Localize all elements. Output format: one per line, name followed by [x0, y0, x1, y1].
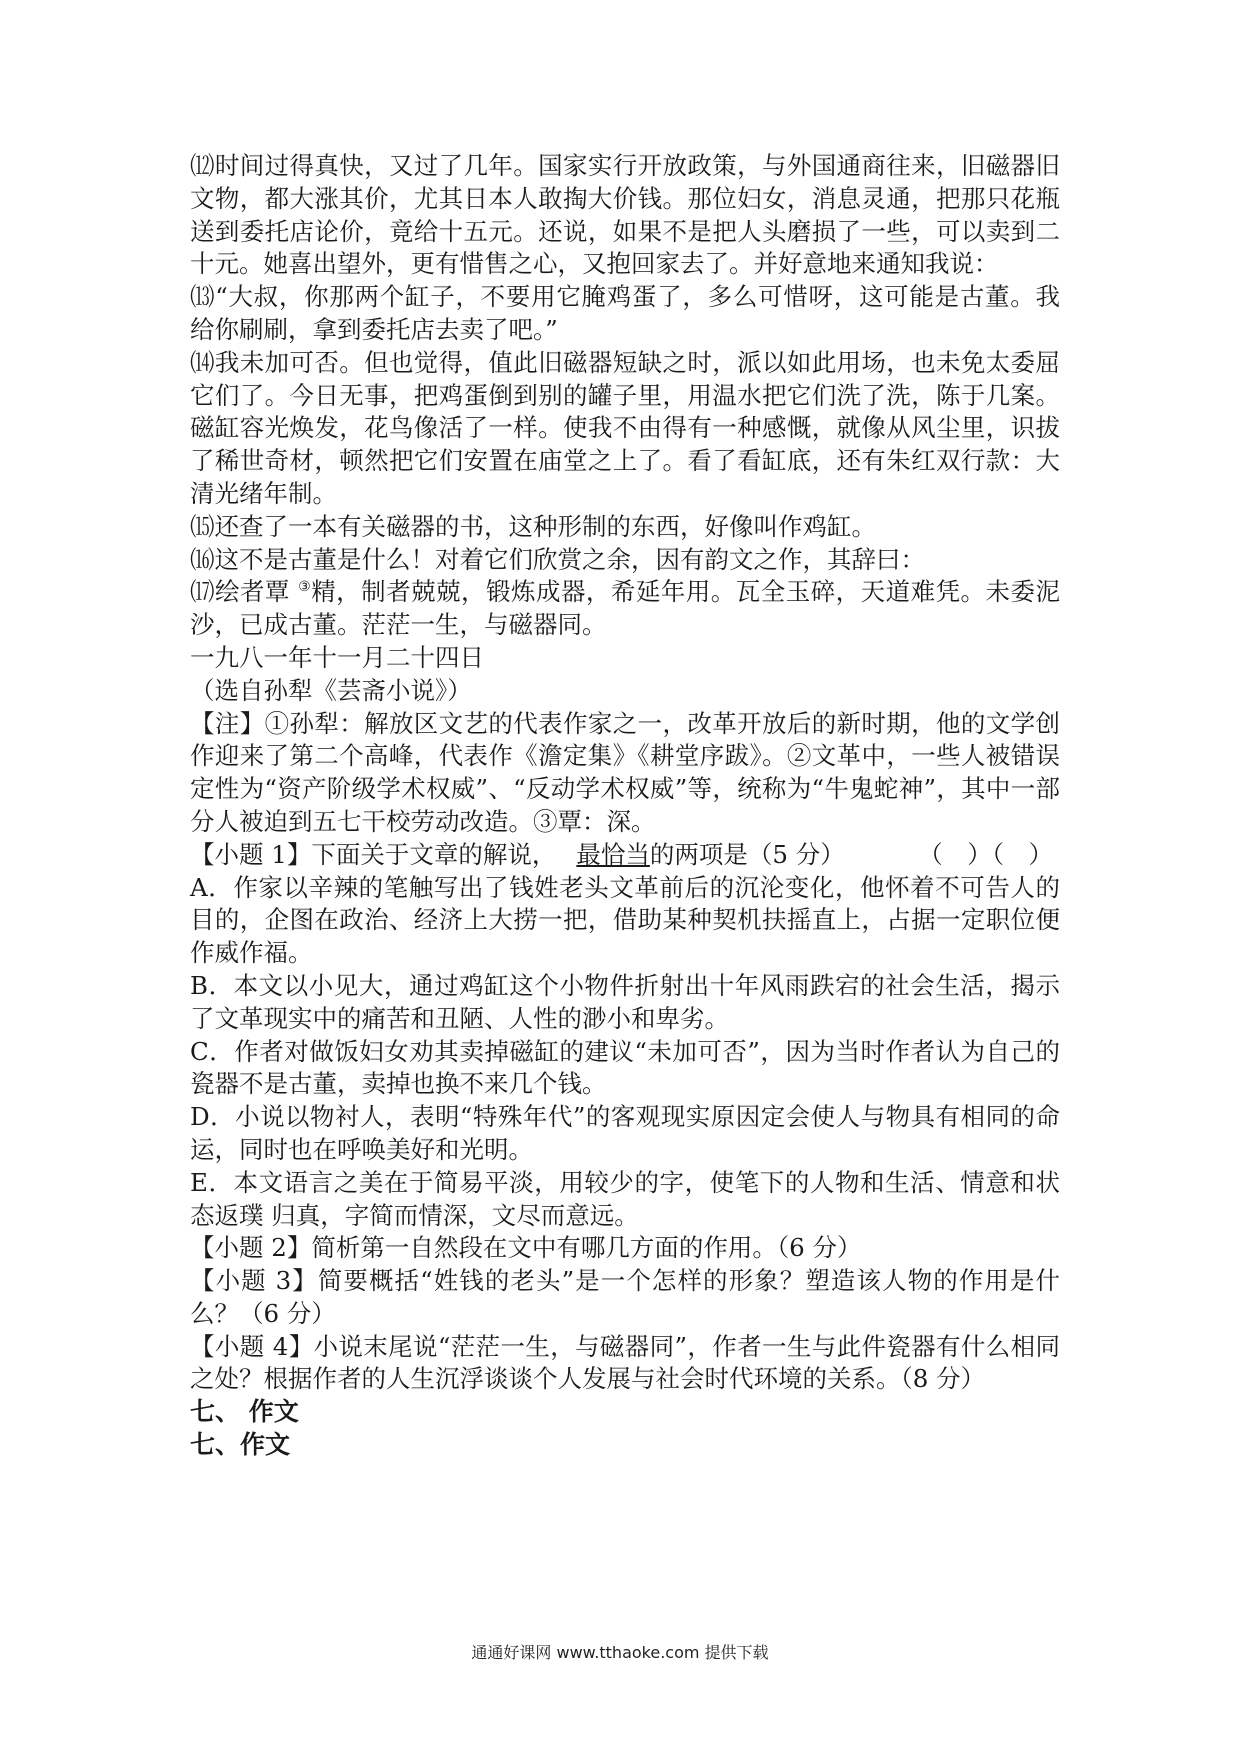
question-1-emphasis: 最恰当: [576, 839, 650, 869]
section-heading-2: 七、作文: [190, 1430, 291, 1460]
paragraph-17-start: ⒄绘者覃: [190, 577, 290, 607]
question-1-suffix: 的两项是（5 分）: [649, 839, 833, 869]
notes: 【注】①孙犁：解放区文艺的代表作家之一，改革开放后的新时期，他的文学创作迎来了第二个高峰，代表作《澹定集》《耕堂序跋》。②文革中，一些人被错误定性为“资产阶级学术权威”、“反动学术权威”等，统称为“牛鬼蛇神”，其中一部分人被迫到五七干校劳动改造。③覃：深。: [190, 708, 1060, 836]
paragraph-17: [190, 576, 1060, 642]
date-line: 一九八一年十一月二十四日: [190, 642, 484, 672]
option-c: C．作者对做饭妇女劝其卖掉磁缸的建议“未加可否”，因为当时作者认为自己的瓷器不是古董，卖掉也换不来几个钱。: [190, 1036, 1060, 1099]
answer-brackets: （ ）（ ）: [930, 839, 1053, 869]
question-3: 【小题 3】简要概括“姓钱的老头”是一个怎样的形象？塑造该人物的作用是什么？（6 分）: [190, 1266, 1060, 1328]
question-1-prefix: 【小题 1】下面关于文章的解说，: [190, 839, 557, 869]
paragraph-13: ⒀“大叔，你那两个缸子，不要用它腌鸡蛋了，多么可惜呀，这可能是古董。我给你刷刷，拿到委托店去卖了吧。”: [190, 282, 1060, 344]
paragraph-12: ⑿时间过得真快，又过了几年。国家实行开放政策，与外国通商往来，旧磁器旧文物，都大涨其价，尤其日本人敢掏大价钱。那位妇女，消息灵通，把那只花瓶送到委托店论价，竟给十五元。还说，如果不是把人头磨损了一些，可以卖到二十元。她喜出望外，更有惜售之心，又抱回家去了。并好意地来通知我说：: [190, 151, 1060, 279]
paragraph-15: ⒂还查了一本有关磁器的书，这种形制的东西，好像叫作鸡缸。: [190, 511, 876, 541]
footer-download-note: 通通好课网 www.tthaoke.com 提供下载: [471, 1643, 769, 1662]
option-d: D．小说以物衬人，表明“特殊年代”的客观现实原因定会使人与物具有相同的命运，同时也在呼唤美好和光明。: [190, 1102, 1060, 1164]
document-page: [190, 150, 1060, 1462]
source-line: （选自孙犁《芸斋小说》）: [190, 675, 472, 705]
question-4: 【小题 4】小说末尾说“茫茫一生，与磁器同”，作者一生与此件瓷器有什么相同之处？根据作者的人生沉浮谈谈个人发展与社会时代环境的关系。（8 分）: [190, 1331, 1060, 1394]
question-2: 【小题 2】简析第一自然段在文中有哪几方面的作用。（6 分）: [190, 1233, 862, 1263]
paragraph-16: ⒃这不是古董是什么！对着它们欣赏之余，因有韵文之作，其辞曰：: [190, 544, 925, 574]
option-a: A．作家以辛辣的笔触写出了钱姓老头文革前后的沉沦变化，他怀着不可告人的目的，企图在政治、经济上大捞一把，借助某种契机扶摇直上，占据一定职位便作威作福。: [190, 872, 1060, 968]
footnote-ref-3: ③: [298, 579, 312, 596]
option-e: E．本文语言之美在于简易平淡，用较少的字，使笔下的人物和生活、情意和状态返璞 归真，字简而情深，文尽而意远。: [190, 1167, 1060, 1230]
option-b: B．本文以小见大，通过鸡缸这个小物件折射出十年风雨跌宕的社会生活，揭示了文革现实中的痛苦和丑陋、人性的渺小和卑劣。: [190, 970, 1060, 1033]
question-1: [190, 839, 1060, 872]
paragraph-14: ⒁我未加可否。但也觉得，值此旧磁器短缺之时，派以如此用场，也未免太委屈它们了。今日无事，把鸡蛋倒到别的罐子里，用温水把它们洗了洗，陈于几案。磁缸容光焕发，花鸟像活了一样。使我不由得有一种感慨，就像从风尘里，识拔了稀世奇材，顿然把它们安置在庙堂之上了。看了看缸底，还有朱红双行款：大清光绪年制。: [190, 347, 1060, 508]
paragraph-17-rest: 精，制者兢兢，锻炼成器，希延年用。瓦全玉碎，天道难凭。未委泥沙，已成古董。茫茫一生，与磁器同。: [190, 577, 1060, 640]
section-heading-1: 七、 作文: [190, 1397, 299, 1427]
